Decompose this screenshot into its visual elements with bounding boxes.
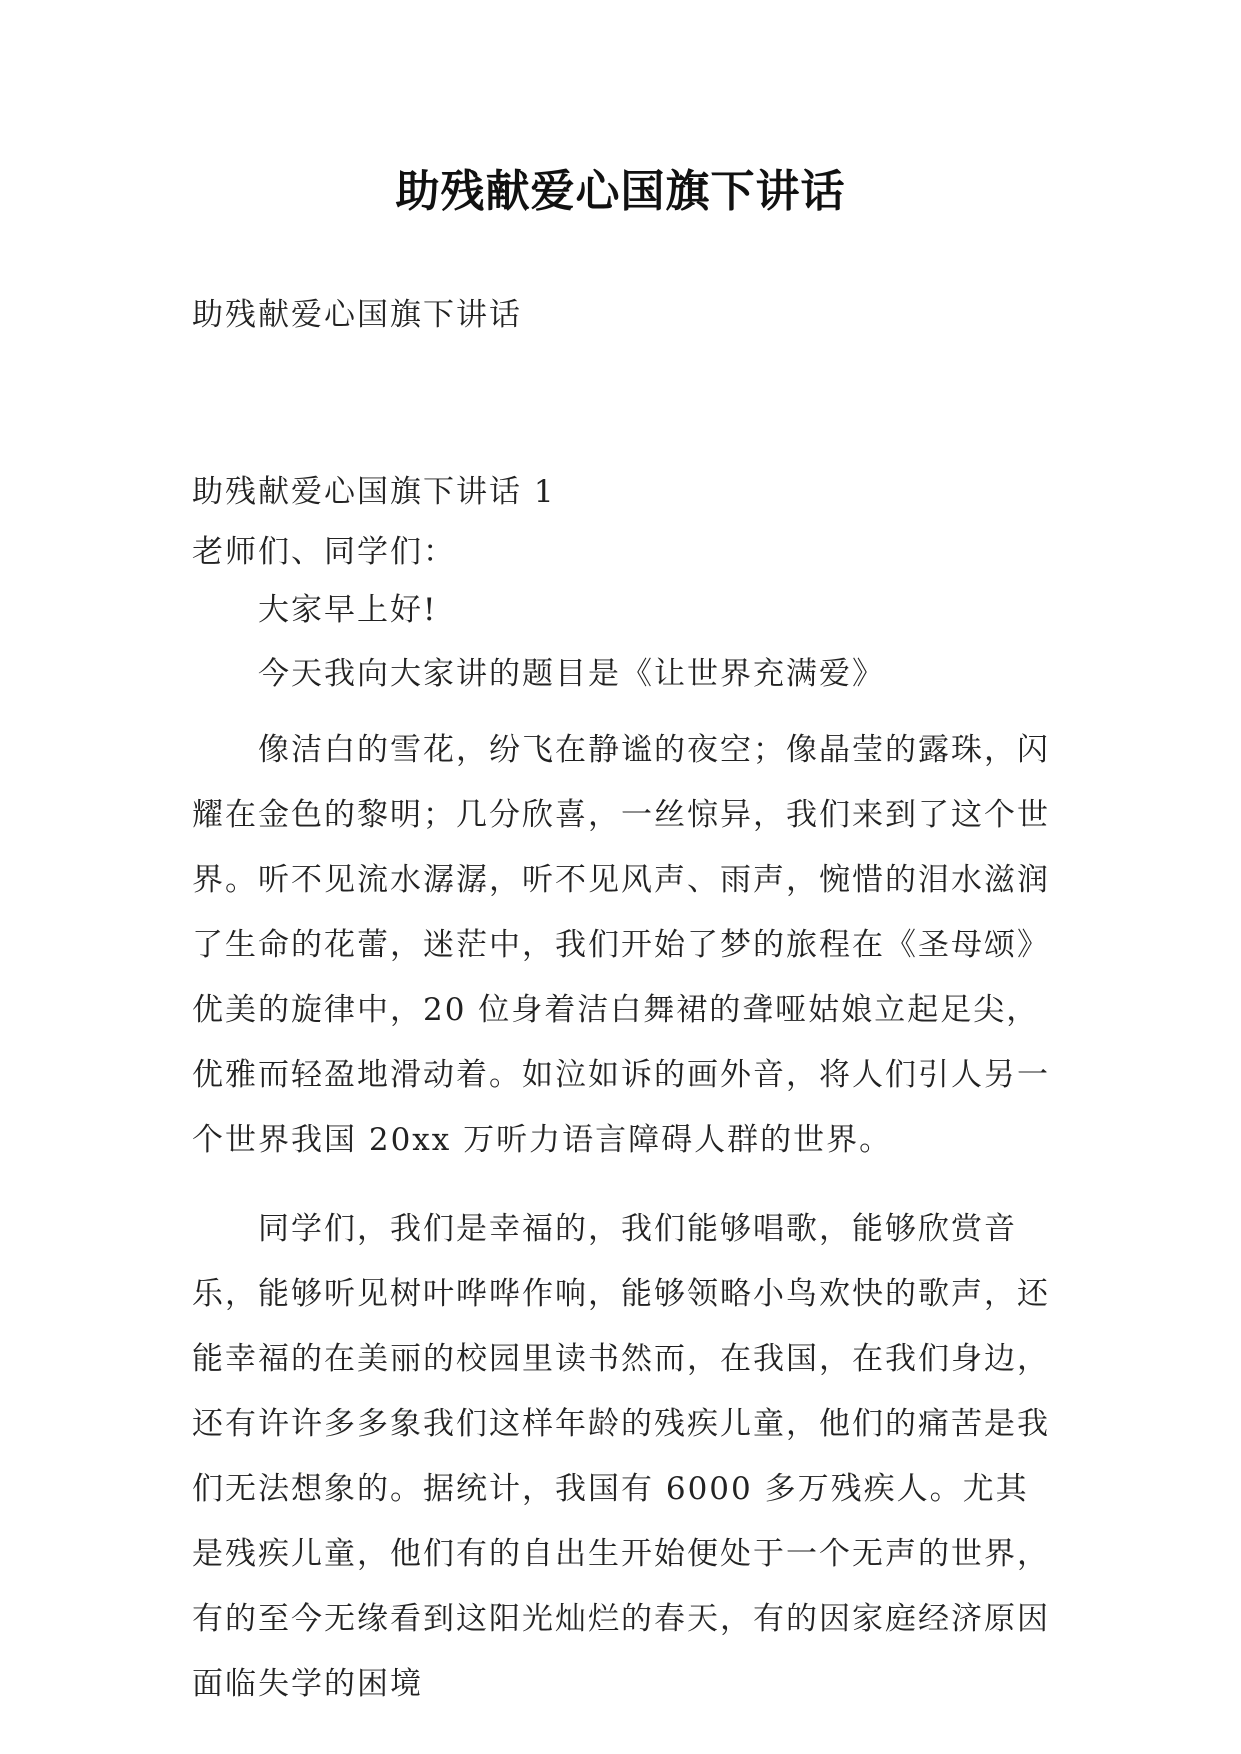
document-title: 助残献爱心国旗下讲话 <box>395 166 846 217</box>
speech-body <box>192 590 1058 1741</box>
paragraph-greeting: 大家早上好! <box>258 592 438 628</box>
paragraph-main: 同学们，我们是幸福的，我们能够唱歌，能够欣赏音乐，能够听见树叶哗哗作响，能够领略小鸟欢快的歌声，还能幸福的在美丽的校园里读书然而，在我国，在我们身边，还有许许多多象我们这样年龄的残疾儿童，他们的痛苦是我们无法想象的。据统计，我国有 6000 多万残疾人。尤其是残疾儿童，他们有的自出生开始便处于一个无声的世界，有的至今无缘看到这阳光灿烂的春天，有的因家庭经济原因面临失学的困境 <box>192 1211 1050 1702</box>
paragraph-topic: 今天我向大家讲的题目是《让世界充满爱》 <box>258 656 885 692</box>
salutation: 老师们、同学们： <box>192 534 456 570</box>
document-subtitle: 助残献爱心国旗下讲话 <box>192 297 522 333</box>
paragraph-intro: 像洁白的雪花，纷飞在静谧的夜空；像晶莹的露珠，闪耀在金色的黎明；几分欣喜，一丝惊异，我们来到了这个世界。听不见流水潺潺，听不见风声、雨声，惋惜的泪水滋润了生命的花蕾，迷茫中，我们开始了梦的旅程在《圣母颂》优美的旋律中，20 位身着洁白舞裙的聋哑姑娘立起足尖，优雅而轻盈地滑动着。如泣如诉的画外音，将人们引人另一个世界我国 20xx 万听力语言障碍人群的世界。 <box>192 732 1050 1158</box>
speech-heading: 助残献爱心国旗下讲话 1 <box>192 474 556 510</box>
